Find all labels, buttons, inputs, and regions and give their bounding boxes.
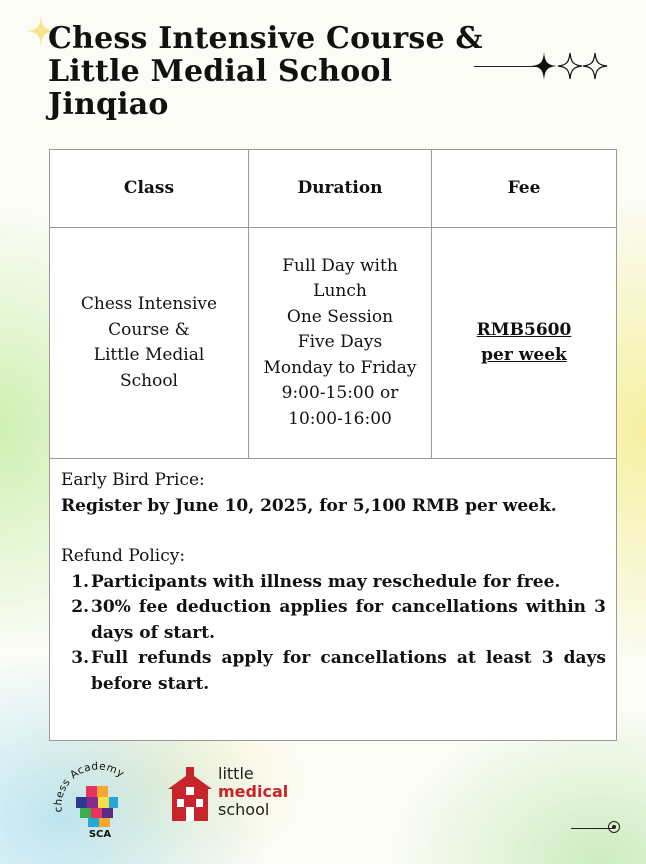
class-line: Little Medial: [93, 345, 205, 365]
circle-dot-icon: [608, 821, 620, 833]
page-title: [48, 22, 488, 121]
sca-label: SCA: [88, 829, 112, 840]
header-class: Class: [123, 177, 175, 198]
fee-table: [50, 150, 616, 459]
early-bird-heading: Early Bird Price:: [61, 470, 205, 490]
title-line-2: Little Medial School: [48, 54, 393, 89]
early-bird-text: Register by June 10, 2025, for 5,100 RMB per week.: [61, 495, 557, 516]
sparkle-stars-icon: [530, 50, 610, 82]
duration-line: 10:00-16:00: [288, 408, 392, 429]
header-duration: Duration: [297, 177, 383, 198]
class-line: School: [119, 370, 178, 391]
title-line-3: Jinqiao: [48, 87, 169, 122]
lms-line-1: little: [218, 764, 254, 783]
list-number: 1.: [71, 571, 89, 592]
header-fee: Fee: [507, 177, 541, 198]
class-cell: [50, 228, 248, 458]
list-text: Full refunds apply for cancellations at least 3 days before start.: [91, 648, 606, 694]
list-text: Participants with illness may reschedule for free.: [91, 571, 561, 592]
fee-cell: [432, 228, 616, 458]
chess-academy-logo: [52, 760, 148, 840]
duration-line: Five Days: [297, 332, 383, 353]
duration-line: Monday to Friday: [263, 357, 417, 378]
duration-line: One Session: [286, 306, 394, 327]
fee-line: RMB5600: [476, 319, 572, 340]
lms-line-2: medical: [218, 782, 289, 801]
list-number: 3.: [71, 648, 89, 668]
fee-line: per week: [481, 345, 567, 365]
table-divider: [50, 458, 616, 459]
little-medical-school-logo: [218, 765, 288, 819]
list-item: [61, 646, 606, 697]
class-line: Chess Intensive: [80, 294, 218, 314]
sca-arc-text: chess Academy: [52, 760, 127, 813]
class-line: Course &: [108, 319, 190, 340]
list-text: 30% fee deduction applies for cancellations within 3 days of start.: [91, 597, 606, 643]
decorative-line: [474, 66, 536, 67]
duration-line: Full Day with: [282, 255, 398, 276]
list-number: 2.: [71, 597, 89, 617]
decorative-line: [571, 828, 613, 829]
list-item: [61, 570, 606, 596]
notes-section: [61, 468, 606, 697]
duration-line: Lunch: [313, 281, 367, 302]
duration-line: 9:00-15:00 or: [281, 383, 399, 404]
info-card: [49, 149, 617, 741]
refund-heading: Refund Policy:: [61, 546, 186, 566]
lms-line-3: school: [218, 800, 270, 819]
duration-cell: [249, 228, 431, 458]
refund-list: [61, 570, 606, 698]
list-item: [61, 595, 606, 646]
schoolhouse-icon: [164, 765, 216, 823]
title-line-1: Chess Intensive Course &: [48, 21, 483, 56]
